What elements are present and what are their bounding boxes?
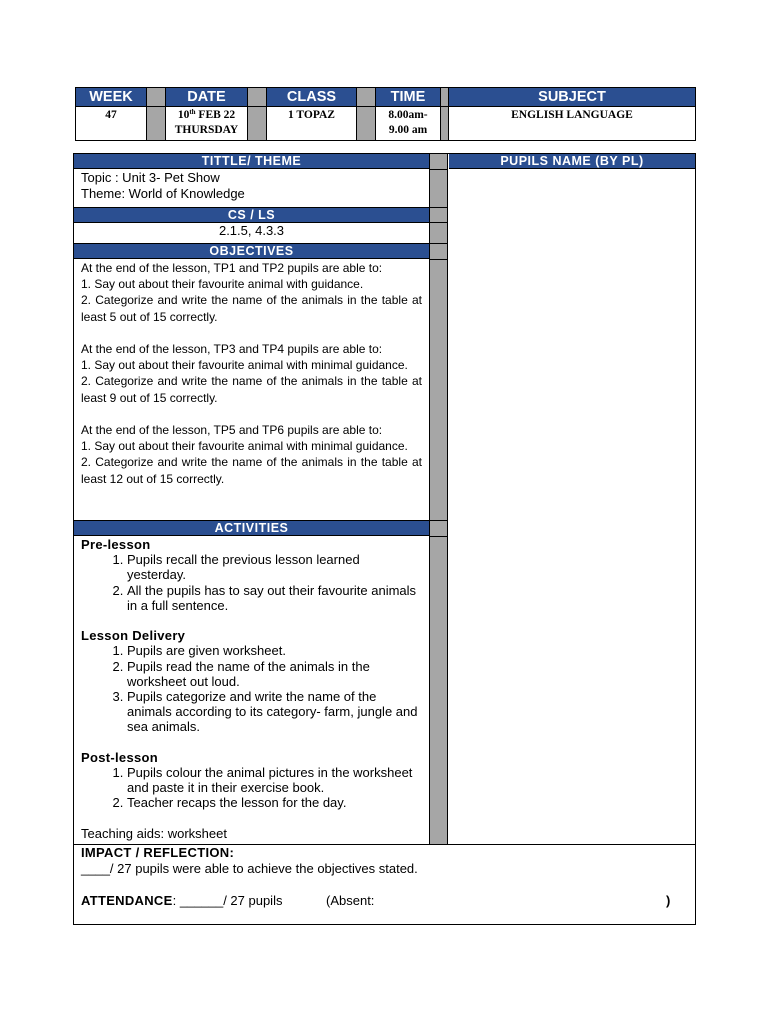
separator-column xyxy=(430,154,448,844)
time-value xyxy=(376,107,441,140)
date-weekday: THURSDAY xyxy=(174,124,239,136)
spacer-cell xyxy=(147,88,166,107)
subject-header: SUBJECT xyxy=(449,88,695,107)
objective-intro: At the end of the lesson, TP3 and TP4 pupils are able to: xyxy=(81,342,383,356)
objective-item: 1. Say out about their favourite animal with minimal guidance. xyxy=(81,358,408,373)
objectives-body xyxy=(74,260,429,487)
class-header: CLASS xyxy=(267,88,357,107)
reflection-section xyxy=(81,845,686,909)
attendance-row xyxy=(81,893,686,909)
pupils-name-area xyxy=(449,169,695,844)
pre-lesson-heading: Pre-lesson xyxy=(81,537,151,552)
absent-close: ) xyxy=(666,893,671,908)
objective-item: 2. Categorize and write the name of the animals in the table at least 5 out of 15 correctly. xyxy=(81,293,422,324)
spacer-cell xyxy=(441,88,449,107)
post-lesson-list xyxy=(81,765,422,811)
divider xyxy=(430,536,448,537)
title-theme-header: TITTLE/ THEME xyxy=(74,154,429,169)
title-theme-body xyxy=(74,170,429,201)
spacer-cell xyxy=(147,107,166,140)
objective-item: 2. Categorize and write the name of the animals in the table at least 12 out of 15 correctly. xyxy=(81,455,422,486)
list-item: 3. Pupils categorize and write the name of the animals according to its category- farm, jungle and sea animals. xyxy=(127,689,422,735)
header-table xyxy=(75,87,696,141)
lesson-delivery-heading: Lesson Delivery xyxy=(81,628,186,644)
divider xyxy=(430,520,448,521)
absent-label: (Absent: xyxy=(326,893,375,908)
divider xyxy=(430,207,448,208)
date-month-year: FEB 22 xyxy=(195,109,236,121)
activities-header: ACTIVITIES xyxy=(74,521,429,536)
objective-intro: At the end of the lesson, TP5 and TP6 pupils are able to: xyxy=(81,423,383,437)
time-start: 8.00am- xyxy=(388,109,428,121)
list-item: 1. Pupils are given worksheet. xyxy=(127,643,422,658)
objective-intro: At the end of the lesson, TP1 and TP2 pupils are able to: xyxy=(81,261,383,275)
divider xyxy=(430,243,448,244)
list-item: 2. Teacher recaps the lesson for the day. xyxy=(127,795,422,810)
time-header: TIME xyxy=(376,88,441,107)
objective-item: 2. Categorize and write the name of the animals in the table at least 9 out of 15 correctly. xyxy=(81,374,422,405)
reflection-line: ____/ 27 pupils were able to achieve the objectives stated. xyxy=(81,860,418,876)
post-lesson-heading: Post-lesson xyxy=(81,749,158,765)
subject-value: ENGLISH LANGUAGE xyxy=(511,109,633,121)
pre-lesson-list xyxy=(81,552,422,613)
objective-item: 1. Say out about their favourite animal with guidance. xyxy=(81,277,364,292)
date-suffix: th xyxy=(189,108,196,116)
date-day: 10 xyxy=(177,109,190,121)
activities-body xyxy=(74,537,429,841)
teaching-aids: Teaching aids: worksheet xyxy=(81,825,227,841)
cs-ls-value: 2.1.5, 4.3.3 xyxy=(218,223,285,238)
spacer-cell xyxy=(248,107,267,140)
divider xyxy=(430,169,448,170)
reflection-heading: IMPACT / REFLECTION: xyxy=(81,845,235,860)
date-value xyxy=(166,107,248,140)
class-value: 1 TOPAZ xyxy=(267,107,357,140)
spacer-cell xyxy=(357,88,376,107)
divider xyxy=(430,259,448,260)
spacer-cell xyxy=(357,107,376,140)
attendance-value: : ______/ 27 pupils xyxy=(172,893,283,908)
theme-text: Theme: World of Knowledge xyxy=(81,185,245,201)
pupils-name-header: PUPILS NAME (BY PL) xyxy=(449,154,695,169)
lesson-delivery-list xyxy=(81,643,422,734)
attendance-label: ATTENDANCE xyxy=(81,893,173,908)
list-item: 1. Pupils colour the animal pictures in the worksheet and paste it in their exercise book. xyxy=(127,765,422,795)
time-end: 9.00 am xyxy=(388,124,428,136)
date-header: DATE xyxy=(166,88,248,107)
list-item: 1. Pupils recall the previous lesson learned yesterday. xyxy=(127,552,422,582)
objectives-header: OBJECTIVES xyxy=(74,244,429,259)
list-item: 2. All the pupils has to say out their favourite animals in a full sentence. xyxy=(127,583,422,613)
spacer-cell xyxy=(441,107,449,140)
cs-ls-header: CS / LS xyxy=(74,208,429,223)
left-column xyxy=(74,154,430,844)
divider xyxy=(430,222,448,223)
objective-item: 1. Say out about their favourite animal with minimal guidance. xyxy=(81,439,408,454)
week-header: WEEK xyxy=(76,88,147,107)
topic-text: Topic : Unit 3- Pet Show xyxy=(81,170,220,185)
week-value: 47 xyxy=(76,107,147,140)
lesson-plan-table xyxy=(73,153,696,925)
spacer-cell xyxy=(248,88,267,107)
list-item: 2. Pupils read the name of the animals in the worksheet out loud. xyxy=(127,659,422,689)
